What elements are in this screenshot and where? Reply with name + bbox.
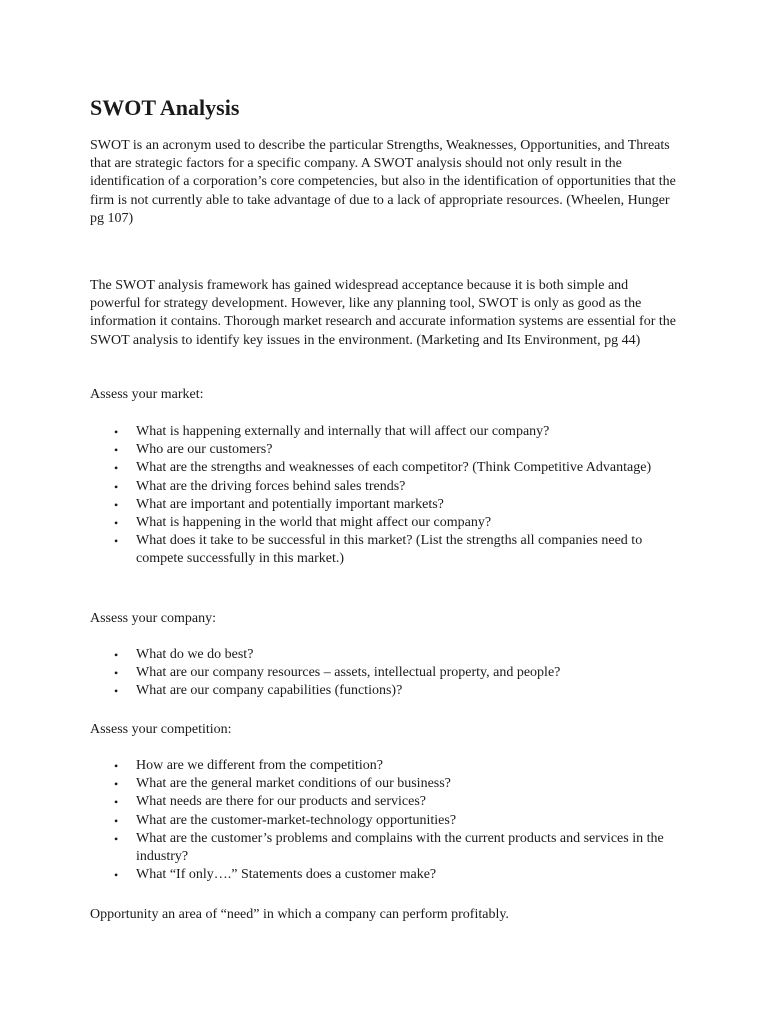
bullet-icon: • bbox=[114, 759, 119, 773]
framework-paragraph: The SWOT analysis framework has gained widespread acceptance because it is both simple and powerful for strategy development. However, like any planning tool, SWOT is only as good as the information it contains. Thorough market research and accurate information systems are essential for the SWOT analysis to identify key issues in the environment. (Marketing and Its Environment, pg 44) bbox=[90, 278, 676, 348]
list-item-text: What are our company resources – assets, intellectual property, and people? bbox=[136, 665, 561, 681]
list-item-text: What is happening in the world that might affect our company? bbox=[136, 515, 492, 531]
bullet-icon: • bbox=[114, 443, 119, 458]
list-item-text: What are the driving forces behind sales trends? bbox=[136, 478, 406, 494]
bullet-icon: • bbox=[114, 795, 119, 810]
list-item bbox=[90, 830, 680, 866]
list-item-text: What are our company capabilities (functions)? bbox=[136, 683, 403, 699]
list-item-text: What is happening externally and internally that will affect our company? bbox=[136, 424, 550, 439]
bullet-icon: • bbox=[114, 461, 119, 476]
list-item bbox=[90, 646, 680, 664]
list-item bbox=[90, 496, 680, 514]
intro-paragraph: SWOT is an acronym used to describe the particular Strengths, Weaknesses, Opportunities, and Threats that are strategic factors for a specific company. A SWOT analysis should not only result in the identification of a corporation’s core competencies, but also in the identification of opportunities that the firm is not currently able to take advantage of due to a lack of appropriate resources. (Wheelen, Hunger pg 107) bbox=[90, 138, 676, 226]
list-item bbox=[90, 775, 680, 793]
list-item-text: Who are our customers? bbox=[136, 442, 273, 458]
list-item-text: What are the customer-market-technology opportunities? bbox=[136, 812, 457, 828]
list-item bbox=[90, 441, 680, 459]
list-item-text: What are the strengths and weaknesses of each competitor? (Think Competitive Advantage) bbox=[136, 460, 652, 476]
list-item-text: What “If only….” Statements does a customer make? bbox=[136, 867, 437, 883]
list-item bbox=[90, 423, 680, 441]
market-question-list bbox=[90, 423, 680, 569]
list-item bbox=[90, 812, 680, 830]
assess-company-label: Assess your company: bbox=[90, 611, 216, 626]
list-item-text: What does it take to be successful in this market? (List the strengths all companies need to compete successfully in this market.) bbox=[136, 533, 643, 567]
bullet-icon: • bbox=[114, 648, 119, 662]
list-item bbox=[90, 532, 680, 568]
bullet-icon: • bbox=[114, 425, 119, 439]
bullet-icon: • bbox=[114, 479, 119, 494]
list-item bbox=[90, 459, 680, 477]
list-item bbox=[90, 866, 680, 884]
bullet-icon: • bbox=[114, 831, 119, 846]
assess-competition-label: Assess your competition: bbox=[90, 722, 232, 737]
list-item-text: What are the general market conditions of our business? bbox=[136, 776, 451, 792]
list-item bbox=[90, 664, 680, 682]
competition-question-list bbox=[90, 757, 680, 884]
list-item bbox=[90, 682, 680, 700]
list-item-text: How are we different from the competition? bbox=[136, 758, 383, 773]
bullet-icon: • bbox=[114, 516, 119, 531]
bullet-icon: • bbox=[114, 497, 119, 512]
assess-market-label: Assess your market: bbox=[90, 387, 204, 402]
list-item-text: What do we do best? bbox=[136, 647, 254, 662]
list-item bbox=[90, 757, 680, 775]
list-item bbox=[90, 478, 680, 496]
bullet-icon: • bbox=[114, 684, 119, 699]
bullet-icon: • bbox=[114, 666, 119, 681]
company-question-list bbox=[90, 646, 680, 701]
bullet-icon: • bbox=[114, 813, 119, 828]
list-item-text: What needs are there for our products and services? bbox=[136, 794, 426, 810]
bullet-icon: • bbox=[114, 534, 119, 549]
list-item-text: What are important and potentially important markets? bbox=[136, 496, 444, 512]
list-item-text: What are the customer’s problems and complains with the current products and services in the industry? bbox=[136, 830, 664, 865]
list-item bbox=[90, 793, 680, 811]
document-title: SWOT Analysis bbox=[90, 95, 240, 120]
bullet-icon: • bbox=[114, 868, 119, 883]
bullet-icon: • bbox=[114, 777, 119, 792]
list-item bbox=[90, 514, 680, 532]
closing-paragraph: Opportunity an area of “need” in which a company can perform profitably. bbox=[90, 907, 509, 922]
